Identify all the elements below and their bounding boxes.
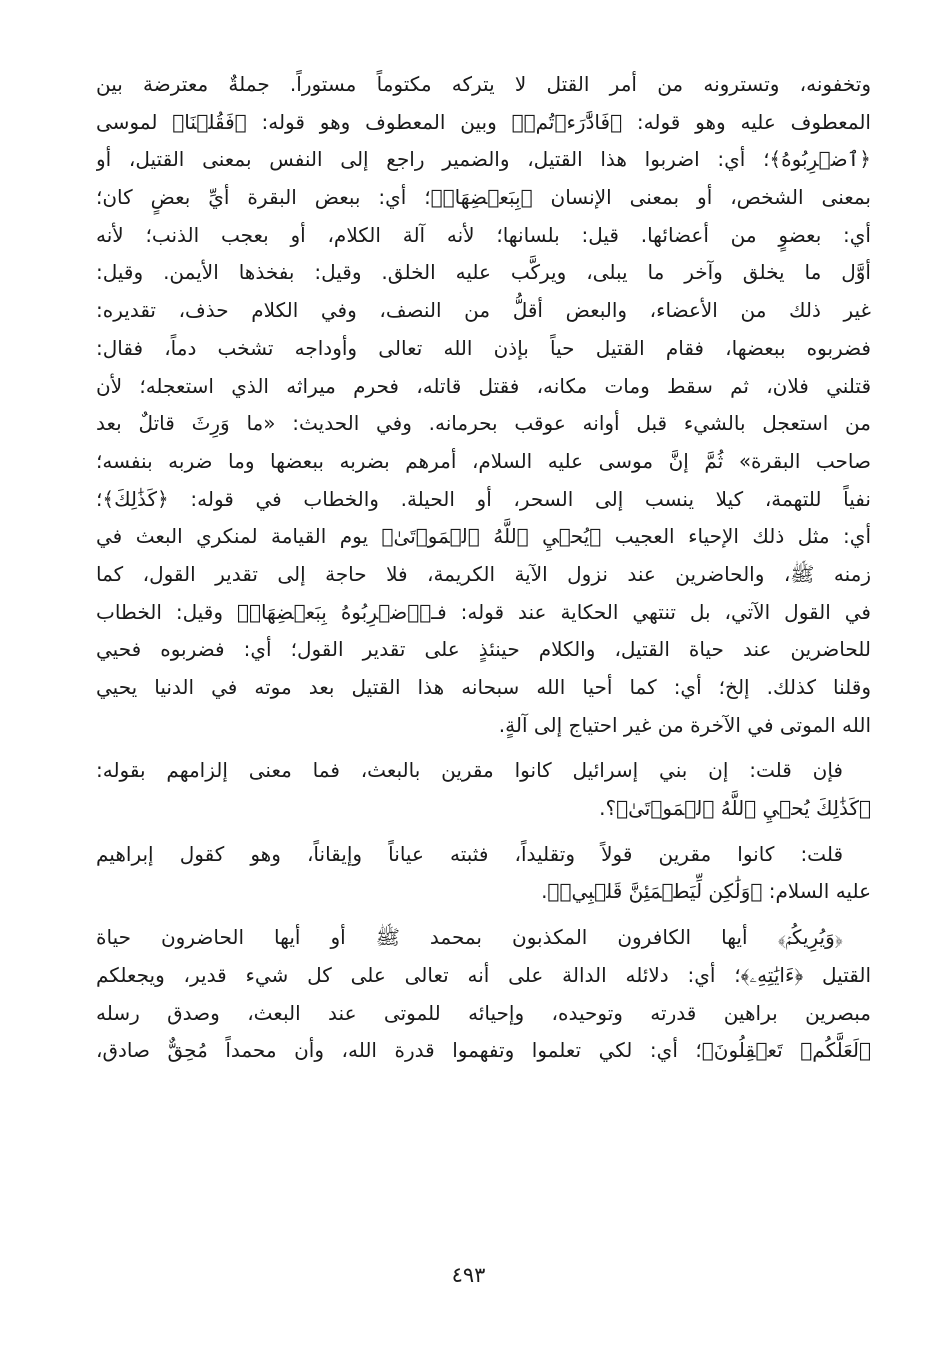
text-line: وتخفونه، وتسترونه من أمر القتل لا يتركه مكتوماً مستوراً. جملةٌ معترضة بين [96, 72, 871, 96]
text-line: وقلنا كذلك. إلخ؛ أي: كما أحيا الله سبحانه هذا القتيل بعد موته في الدنيا يحيي [96, 675, 871, 699]
text-line: في القول الآتي، بل تنتهي الحكاية عند قوله: فـ﴿ٱضۡرِبُوهُ بِبَعۡضِهَاۚ﴾ وقيل: الخطاب [96, 599, 871, 624]
text-line: مبصرين براهين قدرته وتوحيده، وإحيائه للموتى عند البعث، وصدق رسله [96, 1000, 871, 1025]
text-line: قتلني فلان، ثم سقط ومات مكانه، فقتل قاتله، فحرم ميراثه الذي استعجله؛ لأن [96, 373, 871, 398]
text-line: ﴿كَذَٰلِكَ يُحۡيِ ٱللَّهُ ٱلۡمَوۡتَىٰ﴾؟. [599, 796, 871, 821]
text-line: غير ذلك من الأعضاء، والبعض أقلُّ من النصف، وفي الكلام حذف، تقديره: [96, 298, 871, 323]
text-line: أي: بعضوٍ من أعضائها. قيل: بلسانها؛ لأنه آلة الكلام، أو بعجب الذنب؛ لأنه [96, 222, 871, 247]
text-line: صاحب البقرة» ثُمَّ إنَّ موسى عليه السلام، أمرهم بضربه ببعضها وما ضربه بنفسه؛ [96, 448, 871, 473]
page-number: ٤٩٣ [451, 1263, 486, 1287]
text-line: ﴿وَيُرِيكُمۡ﴾ أيها الكافرون المكذبون بمحمد ﷺ أو أيها الحاضرون حياة [96, 925, 843, 950]
text-line: أوَّل ما يخلق وآخر ما يبلى، ويركَّب عليه الخلق. وقيل: بفخذها الأيمن. وقيل: [96, 260, 871, 285]
text-line: نفياً للتهمة، كيلا ينسب إلى السحر، أو الحيلة. والخطاب في قوله: ﴿كَذَٰلِكَ﴾؛ [96, 486, 871, 511]
text-line: الله الموتى في الآخرة من غير احتياج إلى آلةٍ. [498, 712, 871, 737]
text-line: من استعجل بالشيء قبل أوانه عوقب بحرمانه. وفي الحديث: «ما وَرِثَ قاتلٌ بعد [96, 411, 871, 436]
text-line: أي: مثل ذلك الإحياء العجيب ﴿يُحۡيِ ٱللَّهُ ٱلۡمَوۡتَىٰ﴾ يوم القيامة لمنكري البعث في [96, 524, 871, 549]
text-line: قلت: كانوا مقرين قولاً وتقليداً، فثبته عياناً وإيقاناً، وهو كقول إبراهيم [96, 841, 843, 866]
paragraph [96, 836, 871, 911]
text-line: فإن قلت: إن بني إسرائيل كانوا مقرين بالبعث، فما معنى إلزامهم بقوله: [96, 758, 843, 783]
text-line: المعطوف عليه وهو قوله: ﴿فَادَّٰرَءۡتُمۡ﴾ وبين المعطوف وهو قوله: ﴿فَقُلۡنَا﴾ لموسى [96, 109, 871, 134]
text-line: القتيل ﴿ءَايَٰتِهِۦ﴾؛ أي: دلائله الدالة على أنه تعالى على كل شيء قدير، ويجعلكم [96, 962, 871, 987]
paragraph [96, 66, 871, 744]
text-line: زمنه ﷺ، والحاضرين عند نزول الآية الكريمة، فلا حاجة إلى تقدير القول، كما [96, 561, 871, 586]
paragraph [96, 919, 871, 1070]
document-page [96, 66, 871, 1070]
text-line: فضربوه ببعضها، فقام القتيل حياً بإذن الله تعالى وأوداجه تشخب دماً، فقال: [96, 335, 871, 360]
text-line: ﴿ٱضۡرِبُوهُ﴾؛ أي: اضربوا هذا القتيل، والضمير راجع إلى النفس بمعنى القتيل، أو [96, 147, 871, 172]
text-line: بمعنى الشخص، أو بمعنى الإنسان ﴿بِبَعۡضِهَاۚ﴾؛ أي: ببعض البقرة أيِّ بعضٍ كان؛ [96, 185, 871, 210]
text-line: للحاضرين عند حياة القتيل، والكلام حينئذٍ على تقدير القول؛ أي: فضربوه فحيي [96, 637, 871, 662]
paragraph [96, 752, 871, 827]
text-line: عليه السلام: ﴿وَلَٰكِن لِّيَطۡمَئِنَّ قَلۡبِيۖ﴾. [541, 879, 871, 904]
text-line: ﴿لَعَلَّكُمۡ تَعۡقِلُونَ﴾؛ أي: لكي تعلموا وتفهموا قدرة الله، وأن محمداً مُحِقٌّ صادق، [96, 1038, 871, 1063]
